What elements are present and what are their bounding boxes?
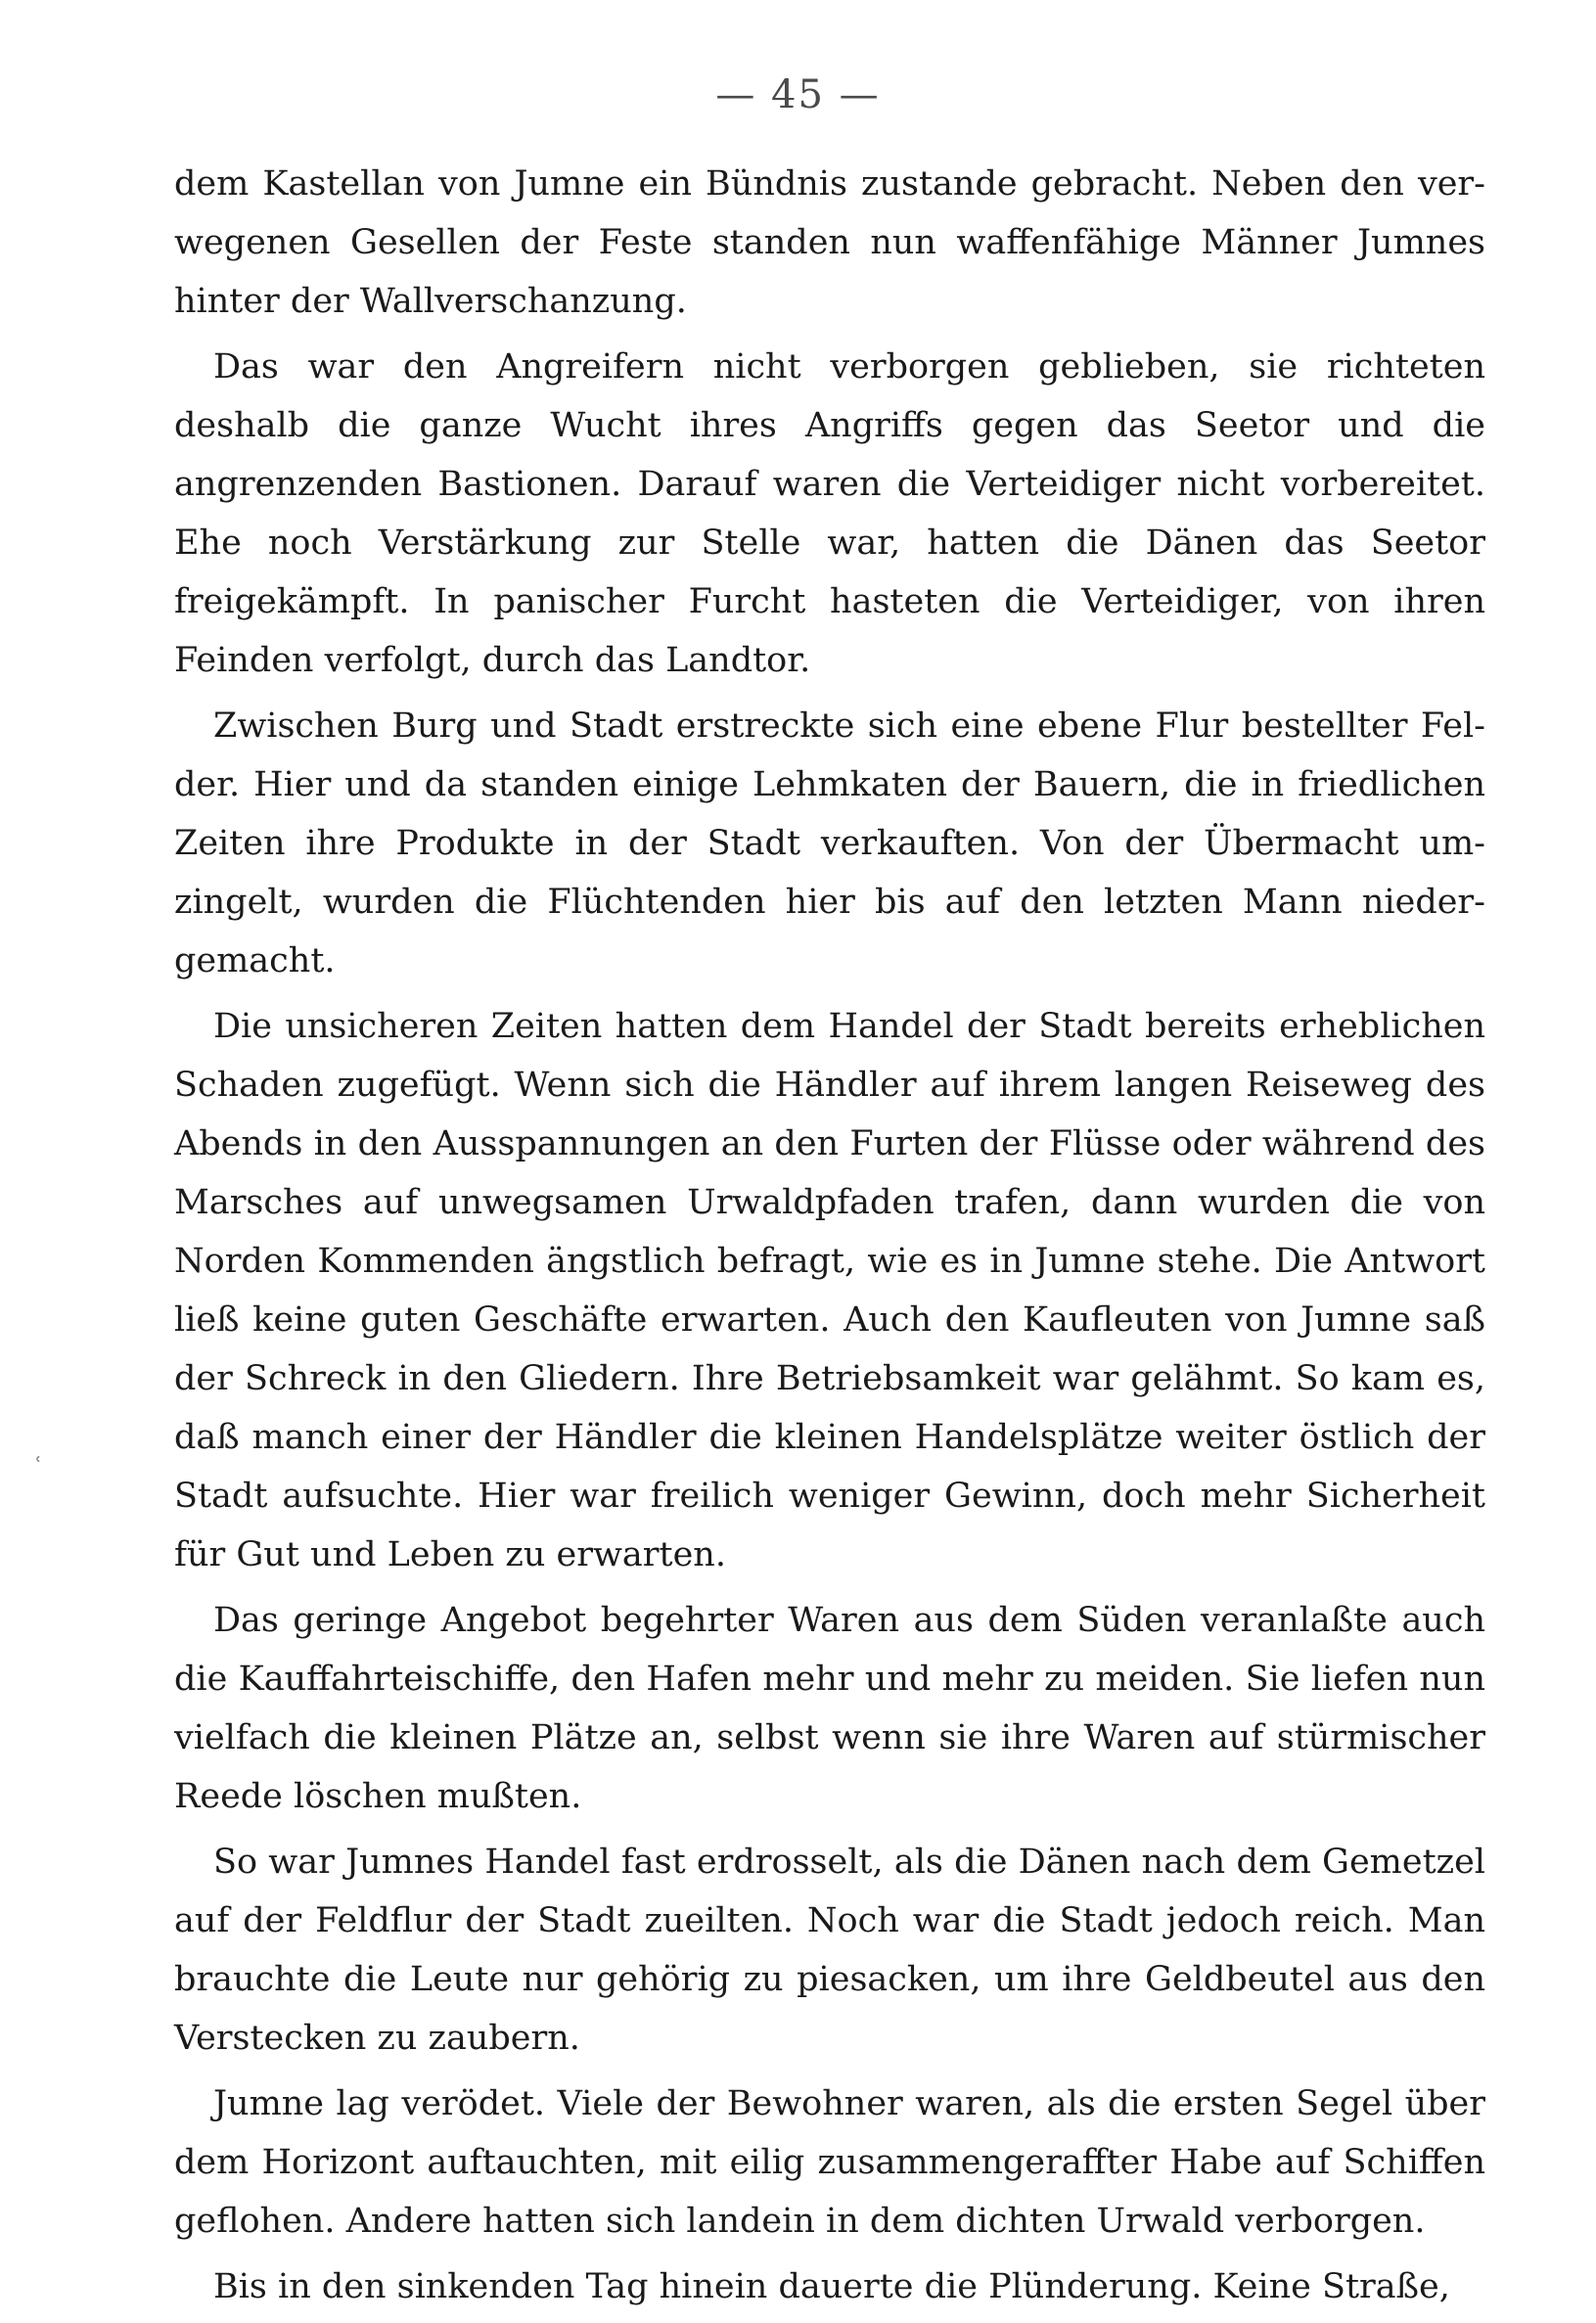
paragraph: Das war den Angreifern nicht verborgen geblieben, sie richteten deshalb die ganze Wucht ihres Angriffs gegen das Seetor und die angrenzenden Bastionen. Darauf waren die Verteidiger nicht vorbereitet. Ehe noch Verstärkung zur Stelle war, hatten die Dänen das Seetor freigekämpft. In panischer Furcht hasteten die Verteidiger, von ihren Feinden verfolgt, durch das Landtor. — [174, 347, 1485, 680]
paragraph: Die unsicheren Zeiten hatten dem Handel der Stadt bereits erheblichen Schaden zugefügt. Wenn sich die Händler auf ihrem langen Reiseweg des Abends in den Ausspannungen an den Furten der Flüsse oder während des Marsches auf unwegsamen Urwaldpfaden trafen, dann wurden die von Norden Kommenden ängstlich befragt, wie es in Jumne stehe. Die Antwort ließ keine guten Geschäfte erwarten. Auch den Kaufleuten von Jumne saß der Schreck in den Gliedern. Ihre Betriebsamkeit war gelähmt. So kam es, daß manch einer der Händler die kleinen Handelsplätze weiter östlich der Stadt aufsuchte. Hier war freilich weniger Gewinn, doch mehr Sicherheit für Gut und Leben zu erwarten. — [174, 1007, 1485, 1574]
paragraph: So war Jumnes Handel fast erdrosselt, als die Dänen nach dem Gemetzel auf der Feldflur der Stadt zueilten. Noch war die Stadt jedoch reich. Man brauchte die Leute nur gehörig zu piesacken, um ihre Geldbeutel aus den Verstecken zu zaubern. — [174, 1843, 1485, 2058]
page-number: — 45 — — [715, 72, 881, 117]
paragraph: Jumne lag verödet. Viele der Bewohner waren, als die ersten Segel über dem Horizont auftauchten, mit eilig zusammengeraffter Habe auf Schiffen geflohen. Andere hatten sich landein in dem dichten Urwald verborgen. — [174, 2084, 1485, 2241]
body-text — [174, 155, 1485, 2323]
margin-mark: ʿ — [35, 1454, 42, 1479]
paragraph: Bis in den sinkenden Tag hinein dauerte die Plünderung. Keine Straße, — [213, 2267, 1450, 2306]
paragraph: Zwischen Burg und Stadt erstreckte sich eine ebene Flur bestellter Felder. Hier und da standen einige Lehmkaten der Bauern, die in friedlichen Zeiten ihre Produkte in der Stadt verkauften. Von der Übermacht umzingelt, wurden die Flüchtenden hier bis auf den letzten Mann niedergemacht. — [174, 706, 1485, 980]
paragraph: Das geringe Angebot begehrter Waren aus dem Süden veranlaßte auch die Kauffahrteischiffe, den Hafen mehr und mehr zu meiden. Sie liefen nun vielfach die kleinen Plätze an, selbst wenn sie ihre Waren auf stürmischer Reede löschen mußten. — [174, 1601, 1485, 1816]
paragraph: dem Kastellan von Jumne ein Bündnis zustande gebracht. Neben den verwegenen Gesellen der Feste standen nun waffenfähige Männer Jumnes hinter der Wallverschanzung. — [174, 164, 1485, 321]
